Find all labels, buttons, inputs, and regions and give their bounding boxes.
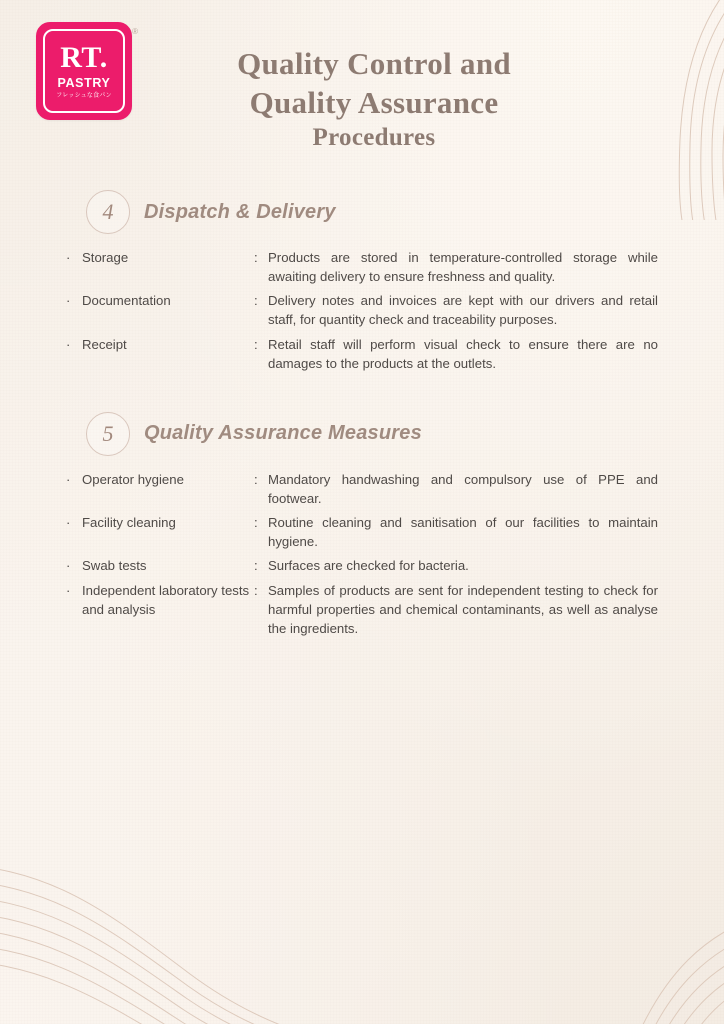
section-rows-table: [66, 470, 658, 643]
table-row: [66, 581, 658, 643]
row-bullet: ·: [66, 293, 71, 309]
section-title: Dispatch & Delivery: [144, 200, 336, 223]
row-bullet: ·: [66, 336, 71, 352]
section-dispatch-delivery: [0, 190, 724, 378]
brand-logo: [36, 22, 138, 120]
decorative-swirl-bottom-left: [0, 824, 380, 1024]
row-description: Retail staff will perform visual check to ensure there are no damages to the products at the outlets.: [268, 336, 658, 371]
row-term: Operator hygiene: [82, 471, 184, 487]
table-row: [66, 335, 658, 378]
table-row: [66, 248, 658, 291]
table-row: [66, 470, 658, 513]
row-colon: :: [254, 558, 258, 574]
section-number-badge: 5: [86, 412, 130, 456]
row-description: Products are stored in temperature-controlled storage while awaiting delivery to ensure freshness and quality.: [268, 250, 658, 285]
row-term: Facility cleaning: [82, 515, 176, 531]
row-description: Routine cleaning and sanitisation of our facilities to maintain hygiene.: [268, 515, 658, 550]
section-quality-assurance-measures: [0, 412, 724, 643]
row-colon: :: [254, 515, 258, 531]
section-header: [0, 412, 724, 456]
table-row: [66, 556, 658, 580]
row-description: Delivery notes and invoices are kept with our drivers and retail staff, for quantity check and traceability purposes.: [268, 293, 658, 328]
row-bullet: ·: [66, 250, 71, 265]
logo-brand-text: RT.: [60, 41, 108, 75]
row-description: Mandatory handwashing and compulsory use of PPE and footwear.: [268, 471, 658, 506]
table-row: [66, 513, 658, 556]
section-number-badge: 4: [86, 190, 130, 234]
registered-trademark-icon: ®: [132, 27, 138, 36]
row-colon: :: [254, 250, 258, 265]
row-term: Receipt: [82, 336, 127, 352]
section-header: [0, 190, 724, 234]
row-term: Independent laboratory tests and analysis: [82, 582, 250, 617]
row-term: Storage: [82, 250, 129, 265]
row-colon: :: [254, 336, 258, 352]
page-title-line-3: Procedures: [312, 124, 436, 152]
row-term: Documentation: [82, 293, 171, 309]
row-bullet: ·: [66, 471, 71, 487]
row-bullet: ·: [66, 558, 71, 574]
row-term: Swab tests: [82, 558, 147, 574]
page-title-line-2: Quality Assurance: [249, 85, 499, 121]
document-content: [0, 190, 724, 653]
row-colon: :: [254, 471, 258, 487]
logo-subtitle-text: PASTRY: [57, 76, 111, 91]
logo-inner-frame: [43, 29, 125, 113]
table-row: [66, 291, 658, 334]
row-description: Surfaces are checked for bacteria.: [268, 558, 469, 574]
row-bullet: ·: [66, 515, 71, 531]
page-title-line-1: Quality Control and: [237, 46, 511, 81]
row-description: Samples of products are sent for independent testing to check for harmful properties and chemical contaminants, as well as analyse the ingredients.: [268, 582, 658, 636]
section-rows-table: [66, 248, 658, 378]
logo-japanese-text: フレッシュな食パン: [56, 91, 112, 99]
row-colon: :: [254, 293, 258, 309]
section-title: Quality Assurance Measures: [144, 422, 422, 445]
row-bullet: ·: [66, 582, 71, 598]
page-title: [150, 44, 598, 154]
decorative-swirl-bottom-right: [554, 904, 724, 1024]
row-colon: :: [254, 582, 258, 598]
